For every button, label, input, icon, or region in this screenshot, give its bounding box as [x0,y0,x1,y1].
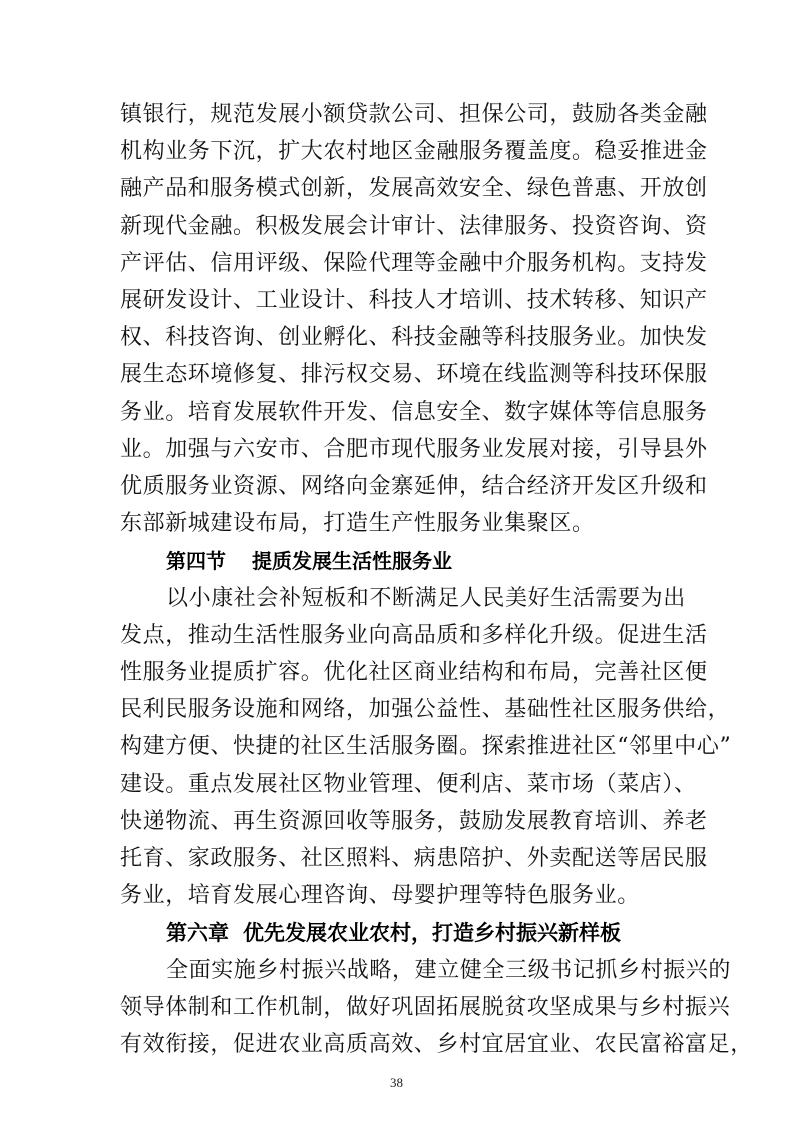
body-text-line: 展生态环境修复、排污权交易、环境在线监测等科技环保服 [120,362,708,388]
body-text-line: 机构业务下沉，扩大农村地区金融服务覆盖度。稳妥推进金 [120,139,708,165]
section-heading [166,543,452,579]
body-text-line: 构建方便、快捷的社区生活服务圈。探索推进社区“邻里中心” [120,734,732,760]
body-text-line: 新现代金融。积极发展会计审计、法律服务、投资咨询、资 [120,213,708,239]
body-text-line: 产评估、信用评级、保险代理等金融中介服务机构。支持发 [120,250,708,276]
body-text-line: 以小康社会补短板和不断满足人民美好生活需要为出 [166,585,686,611]
body-text-line: 融产品和服务模式创新，发展高效安全、绿色普惠、开放创 [120,176,708,202]
body-text-line: 优质服务业资源、网络向金寨延伸，结合经济开发区升级和 [120,474,708,499]
body-text-line: 建设。重点发展社区物业管理、便利店、菜市场（菜店）、 [120,771,697,797]
section-title: 提质发展生活性服务业 [252,549,452,574]
body-text-line: 领导体制和工作机制，做好巩固拓展脱贫攻坚成果与乡村振兴 [120,994,731,1020]
body-text-line: 快递物流、再生资源回收等服务，鼓励发展教育培训、养老 [120,808,708,834]
chapter-number: 第六章 [166,921,229,946]
body-text-line: 托育、家政服务、社区照料、病患陪护、外卖配送等居民服 [120,846,708,871]
body-text-line: 发点，推动生活性服务业向高品质和多样化升级。促进生活 [120,622,708,648]
body-text-line: 务业。培育发展软件开发、信息安全、数字媒体等信息服务 [120,399,708,425]
body-text-line: 性服务业提质扩容。优化社区商业结构和布局，完善社区便 [120,660,708,685]
body-text-line: 权、科技咨询、创业孵化、科技金融等科技服务业。加快发 [120,325,708,351]
section-number: 第四节 [166,549,226,574]
page-number: 38 [390,1075,403,1090]
body-text-line: 镇银行，规范发展小额贷款公司、担保公司，鼓励各类金融 [120,102,708,127]
body-text-line: 务业，培育发展心理咨询、母婴护理等特色服务业。 [120,883,640,909]
body-text-line: 有效衔接，促进农业高质高效、乡村宜居宜业、农民富裕富足， [120,1032,753,1057]
chapter-title: 优先发展农业农村，打造乡村振兴新样板 [243,921,621,946]
body-text-line: 展研发设计、工业设计、科技人才培训、技术转移、知识产 [120,288,708,313]
body-text-line: 全面实施乡村振兴战略，建立健全三级书记抓乡村振兴的 [166,957,732,983]
chapter-heading [166,915,621,951]
body-text-line: 民利民服务设施和网络，加强公益性、基础性社区服务供给， [120,697,731,723]
body-text-line: 业。加强与六安市、合肥市现代服务业发展对接，引导县外 [120,436,708,462]
body-text-line: 东部新城建设布局，打造生产性服务业集聚区。 [120,511,595,537]
